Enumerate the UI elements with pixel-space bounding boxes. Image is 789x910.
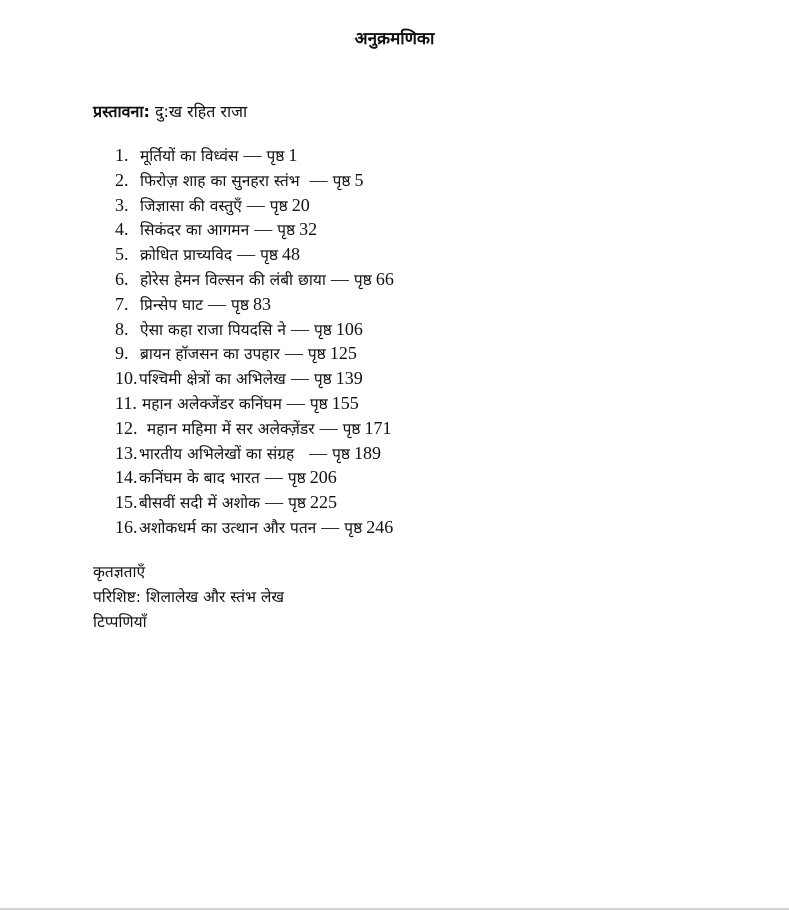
chapter-number: 8. xyxy=(115,318,129,339)
chapter-title: ब्रायन हॉजसन का उपहार xyxy=(140,345,280,364)
page-number: 32 xyxy=(299,219,318,240)
page-number: 125 xyxy=(329,343,357,364)
chapter-title: बीसवीं सदी में अशोक xyxy=(139,494,261,513)
chapter-number: 13. xyxy=(115,442,138,463)
page-label: पृष्ठ xyxy=(288,494,306,513)
page-number: 225 xyxy=(310,492,337,513)
chapter-entry xyxy=(115,168,394,193)
chapter-entry xyxy=(115,292,394,317)
separator: — xyxy=(284,343,303,364)
page-number: 20 xyxy=(291,194,310,215)
backmatter-list xyxy=(93,560,284,635)
chapter-title: क्रोधित प्राच्यविद xyxy=(140,246,233,265)
page-number: 189 xyxy=(354,442,381,463)
page-label: पृष्ठ xyxy=(353,270,372,289)
chapter-number: 2. xyxy=(115,169,129,190)
page-number: 246 xyxy=(366,516,394,537)
chapter-number: 7. xyxy=(115,293,129,314)
chapter-entry xyxy=(115,217,394,242)
page-title: अनुक्रमणिका xyxy=(354,29,435,49)
page-label: पृष्ठ xyxy=(231,295,249,314)
chapter-number: 5. xyxy=(115,244,129,265)
page-label: पृष्ठ xyxy=(260,246,278,265)
page-label: पृष्ठ xyxy=(277,221,296,240)
chapter-entry xyxy=(115,193,394,218)
page-label: पृष्ठ xyxy=(313,320,332,339)
chapter-list xyxy=(115,143,394,540)
page-label: पृष्ठ xyxy=(332,444,350,463)
page-label: पृष्ठ xyxy=(342,419,361,438)
chapter-entry xyxy=(115,341,394,366)
separator: — xyxy=(264,467,283,488)
page-label: पृष्ठ xyxy=(269,196,288,215)
page-label: पृष्ठ xyxy=(309,394,328,413)
separator: — xyxy=(330,268,349,289)
separator: — xyxy=(319,417,338,438)
separator: — xyxy=(309,169,328,190)
chapter-title: फिरोज़ शाह का सुनहरा स्तंभ xyxy=(140,171,305,190)
chapter-entry xyxy=(115,490,394,515)
chapter-title: अशोकधर्म का उत्थान और पतन xyxy=(139,518,317,537)
separator: — xyxy=(237,244,256,265)
chapter-entry xyxy=(115,465,394,490)
preface-label: प्रस्तावना: xyxy=(93,102,150,121)
page-number: 83 xyxy=(252,293,271,314)
chapter-entry xyxy=(115,441,394,466)
page-number: 139 xyxy=(335,368,363,389)
chapter-entry xyxy=(115,416,394,441)
chapter-entry xyxy=(115,242,394,267)
chapter-title: पश्चिमी क्षेत्रों का अभिलेख xyxy=(139,370,286,389)
chapter-entry xyxy=(115,366,394,391)
chapter-title: मूर्तियों का विध्वंस xyxy=(140,147,239,165)
page-number: 155 xyxy=(331,392,359,413)
separator: — xyxy=(243,145,262,165)
chapter-title: ऐसा कहा राजा पियदसि ने xyxy=(140,320,286,339)
separator: — xyxy=(286,392,305,413)
page-number: 171 xyxy=(364,417,392,438)
separator: — xyxy=(208,293,227,314)
chapter-entry xyxy=(115,267,394,292)
preface-entry xyxy=(93,99,247,125)
page-number: 206 xyxy=(309,467,337,488)
chapter-title: महान महिमा में सर अलेक्ज़ेंडर xyxy=(142,419,315,438)
chapter-title: महान अलेक्जेंडर कनिंघम xyxy=(142,394,282,413)
page-label: पृष्ठ xyxy=(344,518,363,537)
appendix-entry: परिशिष्ट: शिलालेख और स्तंभ लेख xyxy=(93,588,285,606)
separator: — xyxy=(290,368,309,389)
chapter-number: 6. xyxy=(115,268,129,289)
chapter-number: 15. xyxy=(115,492,138,513)
page-number: 5 xyxy=(354,169,364,190)
page-number: 48 xyxy=(282,244,300,265)
separator: — xyxy=(321,516,340,537)
chapter-title: भारतीय अभिलेखों का संग्रह xyxy=(139,444,305,463)
chapter-number: 10. xyxy=(115,368,138,389)
page-number: 1 xyxy=(288,145,298,165)
chapter-title: प्रिन्सेप घाट xyxy=(140,295,204,314)
page-label: पृष्ठ xyxy=(332,171,351,190)
page-number: 106 xyxy=(335,318,363,339)
acknowledgements-entry: कृतज्ञताएँ xyxy=(93,563,146,581)
chapter-number: 1. xyxy=(115,145,129,165)
chapter-number: 16. xyxy=(115,516,138,537)
chapter-entry xyxy=(115,317,394,342)
preface-title: दु:ख रहित राजा xyxy=(155,102,248,121)
chapter-entry xyxy=(115,143,394,168)
chapter-entry xyxy=(115,515,394,540)
separator: — xyxy=(254,219,273,240)
separator: — xyxy=(309,442,328,463)
page-label: पृष्ठ xyxy=(313,370,332,389)
separator: — xyxy=(246,194,265,215)
chapter-title: सिकंदर का आगमन xyxy=(140,221,250,240)
chapter-number: 4. xyxy=(115,219,129,240)
notes-entry: टिप्पणियाँ xyxy=(93,613,147,631)
page-number: 66 xyxy=(375,268,394,289)
page-label: पृष्ठ xyxy=(307,345,326,364)
separator: — xyxy=(265,492,284,513)
chapter-title: जिज्ञासा की वस्तुएँ xyxy=(140,196,242,215)
chapter-number: 9. xyxy=(115,343,129,364)
chapter-number: 14. xyxy=(115,467,138,488)
chapter-number: 11. xyxy=(115,392,137,413)
chapter-number: 3. xyxy=(115,194,129,215)
separator: — xyxy=(290,318,309,339)
page-label: पृष्ठ xyxy=(287,469,306,488)
chapter-title: कनिंघम के बाद भारत xyxy=(139,469,260,488)
page-label: पृष्ठ xyxy=(266,147,285,165)
chapter-entry xyxy=(115,391,394,416)
chapter-number: 12. xyxy=(115,417,138,438)
chapter-title: होरेस हेमन विल्सन की लंबी छाया xyxy=(140,270,326,289)
